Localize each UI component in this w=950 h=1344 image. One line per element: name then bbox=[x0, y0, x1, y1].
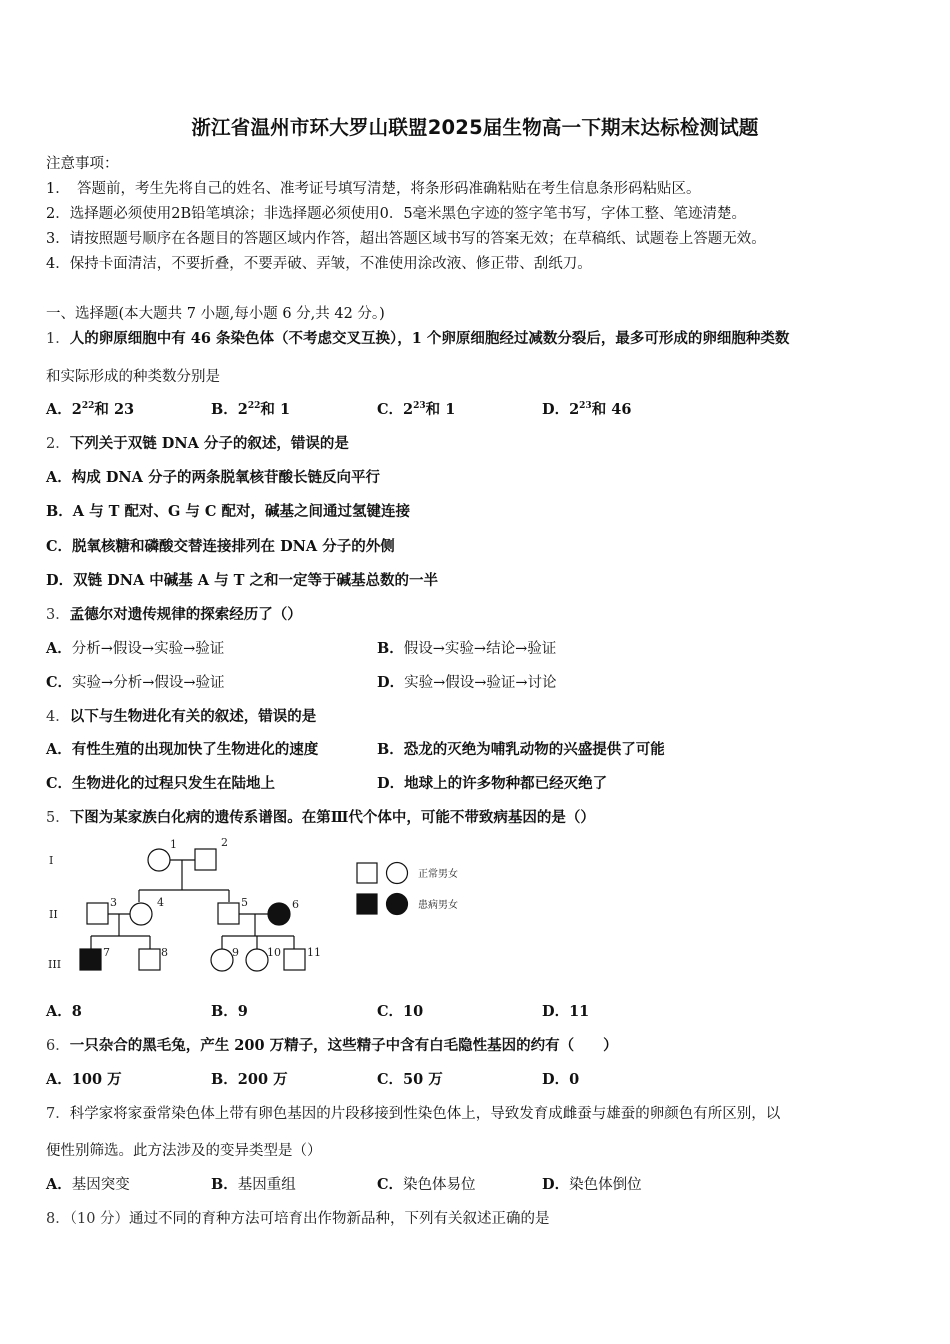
option-a: A．构成 DNA 分子的两条脱氧核苷酸长链反向平行 bbox=[46, 469, 380, 486]
section-heading: 一、选择题(本大题共 7 小题,每小题 6 分,共 42 分。) bbox=[46, 306, 385, 322]
option-a: A．100 万 bbox=[46, 1071, 122, 1088]
option-b: B．基因重组 bbox=[211, 1176, 296, 1193]
option-c: C．实验→分析→假设→验证 bbox=[46, 674, 225, 691]
individual-label: 7 bbox=[103, 946, 110, 959]
option-b: B．$2^{22}$和 1 bbox=[211, 401, 291, 418]
option-c: C．50 万 bbox=[377, 1071, 443, 1088]
legend-affected-female bbox=[387, 894, 408, 915]
generation-label: I bbox=[49, 854, 54, 867]
individual-4 bbox=[130, 903, 152, 925]
legend-normal-label: 正常男女 bbox=[418, 869, 458, 880]
option-b: B．9 bbox=[211, 1003, 248, 1020]
individual-label: 3 bbox=[110, 896, 117, 909]
question-4: 4．以下与生物进化有关的叙述，错误的是 bbox=[46, 708, 317, 725]
option-d: D．$2^{23}$和 46 bbox=[542, 401, 632, 418]
individual-1 bbox=[148, 849, 170, 871]
individual-label: 5 bbox=[241, 896, 248, 909]
individual-9 bbox=[211, 949, 233, 971]
notice-item: 4．保持卡面清洁，不要折叠，不要弄破、弄皱，不准使用涂改液、修正带、刮纸刀。 bbox=[46, 256, 592, 272]
individual-label: 8 bbox=[161, 946, 168, 959]
question-1 bbox=[46, 327, 789, 348]
page-title: 浙江省温州市环大罗山联盟2025届生物高一下期末达标检测试题 bbox=[191, 116, 759, 139]
question-5: 5．下图为某家族白化病的遗传系谱图。在第Ⅲ代个体中，可能不带致病基因的是（） bbox=[46, 809, 595, 826]
question-stem: 人的卵原细胞中有 46 条染色体（不考虑交叉互换），1 个卵原细胞经过减数分裂后，最多可形成的卵细胞种类数 bbox=[69, 330, 790, 347]
option-b: B．A 与 T 配对、G 与 C 配对，碱基之间通过氢键连接 bbox=[46, 503, 411, 520]
notice-item: 2．选择题必须使用2B铅笔填涂；非选择题必须使用0．5毫米黑色字迹的签字笔书写，字体工整、笔迹清楚。 bbox=[46, 206, 747, 222]
individual-label: 2 bbox=[221, 836, 228, 849]
individual-3 bbox=[87, 903, 108, 924]
option-c: C．10 bbox=[377, 1003, 424, 1020]
option-c: C．脱氧核糖和磷酸交替连接排列在 DNA 分子的外侧 bbox=[46, 538, 395, 555]
notice-item: 3．请按照题号顺序在各题目的答题区域内作答，超出答题区域书写的答案无效；在草稿纸、试题卷上答题无效。 bbox=[46, 231, 766, 247]
individual-label: 6 bbox=[292, 898, 299, 911]
generation-label: III bbox=[48, 958, 62, 971]
question-stem-cont: 便性别筛选。此方法涉及的变异类型是（） bbox=[46, 1143, 322, 1159]
legend-affected-label: 患病男女 bbox=[418, 900, 458, 911]
question-stem-cont: 和实际形成的种类数分别是 bbox=[46, 369, 220, 385]
option-a: A．有性生殖的出现加快了生物进化的速度 bbox=[46, 741, 319, 758]
individual-label: 11 bbox=[307, 946, 321, 959]
question-8: 8．（10 分）通过不同的育种方法可培育出作物新品种，下列有关叙述正确的是 bbox=[46, 1211, 550, 1227]
option-d: D．实验→假设→验证→讨论 bbox=[377, 674, 557, 691]
option-c: C．生物进化的过程只发生在陆地上 bbox=[46, 775, 276, 792]
individual-label: 4 bbox=[157, 896, 164, 909]
option-d: D．染色体倒位 bbox=[542, 1176, 642, 1193]
individual-8 bbox=[139, 949, 160, 970]
option-c: C．$2^{23}$和 1 bbox=[377, 401, 456, 418]
question-2: 2．下列关于双链 DNA 分子的叙述，错误的是 bbox=[46, 435, 349, 452]
generation-label: II bbox=[49, 908, 58, 921]
individual-6 bbox=[268, 903, 290, 925]
question-6: 6．一只杂合的黑毛兔，产生 200 万精子，这些精子中含有白毛隐性基因的约有（ ） bbox=[46, 1037, 618, 1054]
notice-heading: 注意事项： bbox=[46, 156, 119, 172]
legend-affected-male bbox=[357, 894, 377, 914]
option-d: D．地球上的许多物种都已经灭绝了 bbox=[377, 775, 608, 792]
individual-7 bbox=[80, 949, 101, 970]
individual-10 bbox=[246, 949, 268, 971]
individual-label: 10 bbox=[267, 946, 281, 959]
pedigree-chart bbox=[40, 834, 480, 982]
option-d: D．11 bbox=[542, 1003, 590, 1020]
individual-label: 9 bbox=[232, 946, 239, 959]
option-a: A．$2^{22}$和 23 bbox=[46, 401, 135, 418]
option-c: C．染色体易位 bbox=[377, 1176, 476, 1193]
option-a: A．分析→假设→实验→验证 bbox=[46, 640, 225, 657]
individual-label: 1 bbox=[170, 838, 177, 851]
option-b: B．假设→实验→结论→验证 bbox=[377, 640, 557, 657]
option-a: A．8 bbox=[46, 1003, 82, 1020]
question-3: 3．孟德尔对遗传规律的探索经历了（） bbox=[46, 606, 302, 623]
legend-normal-male bbox=[357, 863, 377, 883]
notice-item: 1． 答题前，考生先将自己的姓名、准考证号填写清楚，将条形码准确粘贴在考生信息条形码粘贴区。 bbox=[46, 181, 701, 197]
option-a: A．基因突变 bbox=[46, 1176, 130, 1193]
question-7: 7．科学家将家蚕常染色体上带有卵色基因的片段移接到性染色体上，导致发育成雌蚕与雄蚕的卵颜色有所区别，以 bbox=[46, 1106, 781, 1122]
option-b: B．恐龙的灭绝为哺乳动物的兴盛提供了可能 bbox=[377, 741, 665, 758]
individual-2 bbox=[195, 849, 216, 870]
option-d: D．0 bbox=[542, 1071, 580, 1088]
legend-normal-female bbox=[387, 863, 408, 884]
individual-5 bbox=[218, 903, 239, 924]
individual-11 bbox=[284, 949, 305, 970]
question-number: 1． bbox=[46, 331, 70, 347]
option-b: B．200 万 bbox=[211, 1071, 288, 1088]
option-d: D．双链 DNA 中碱基 A 与 T 之和一定等于碱基总数的一半 bbox=[46, 572, 438, 589]
